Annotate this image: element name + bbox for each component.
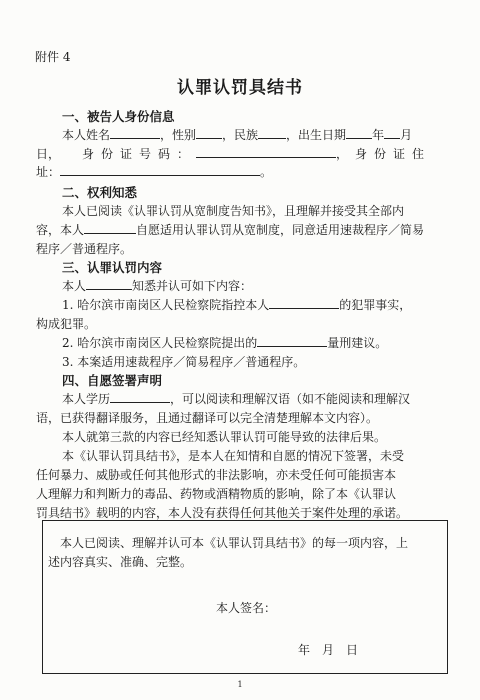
box-line-1: 本人已阅读、理解并认可本《认罪认罚具结书》的每一项内容，上 — [60, 536, 409, 550]
ethnicity-blank — [258, 127, 286, 139]
box-line-2: 述内容真实、准确、完整。 — [48, 555, 193, 569]
year-label: 年 — [372, 128, 385, 142]
gender-label: ，性别 — [160, 128, 197, 142]
rights-line-2-a: 容，本人 — [36, 223, 85, 237]
content-intro-b: 知悉并认可如下内容： — [132, 279, 253, 293]
content-item-3: 3. 本案适用速裁程序／简易程序／普通程序。 — [62, 355, 306, 369]
section-heading-identity: 一、被告人身份信息 — [62, 109, 175, 124]
content-intro — [62, 277, 252, 294]
month-label: 月 — [400, 128, 413, 142]
dob-year-blank — [346, 127, 372, 139]
name-label: 本人姓名 — [62, 128, 111, 142]
section-heading-content: 三、认罪认罚内容 — [62, 260, 163, 275]
rights-line-2-b: 自愿适用认罪认罚从宽制度，同意适用速裁程序／简易 — [136, 223, 425, 237]
identity-line-3 — [36, 163, 272, 180]
document-title: 认罪认罚具结书 — [177, 78, 303, 98]
declaration-line-6: 人理解力和判断力的毒品、药物或酒精物质的影响，除了本《认罪认 — [36, 487, 397, 501]
day-label: 日， — [36, 147, 61, 161]
ethnicity-label: ，民族 — [222, 128, 259, 142]
rights-blank — [84, 222, 136, 234]
signature-label: 本人签名： — [216, 601, 277, 615]
content-intro-blank — [86, 278, 132, 290]
signature-date: 年 月 日 — [298, 643, 359, 657]
content-item-2-b: 量刑建议。 — [327, 336, 388, 350]
rights-line-3: 程序／普通程序。 — [36, 242, 133, 256]
id-label: 身份证号码： — [82, 147, 197, 161]
declaration-line-1 — [62, 390, 410, 407]
rights-line-2 — [36, 221, 424, 238]
rights-line-1: 本人已阅读《认罪认罚从宽制度告知书》，且理解并接受其全部内 — [62, 204, 405, 218]
name-blank — [110, 127, 160, 139]
content-intro-a: 本人 — [62, 279, 87, 293]
content-item-1-b: 的犯罪事实， — [339, 298, 412, 312]
gender-blank — [196, 127, 222, 139]
page-number: 1 — [237, 680, 243, 689]
identity-line-1 — [62, 126, 412, 143]
identity-line-2 — [36, 145, 431, 162]
content-item-2-blank — [257, 335, 327, 347]
content-item-1 — [62, 296, 411, 313]
dob-month-blank — [384, 127, 400, 139]
dob-label: ，出生日期 — [286, 128, 347, 142]
section-heading-rights: 二、权利知悉 — [62, 185, 138, 200]
content-item-1-blank — [269, 297, 339, 309]
declaration-line-3: 本人就第三款的内容已经知悉认罪认罚可能导致的法律后果。 — [62, 430, 387, 444]
declaration-line-5: 任何暴力、威胁或任何其他形式的非法影响，亦未受任何可能损害本 — [36, 468, 397, 482]
residence-label: ，身份证住 — [336, 147, 432, 161]
attachment-label: 附件 4 — [35, 50, 71, 64]
content-item-2 — [62, 334, 387, 351]
address-period: 。 — [260, 165, 273, 179]
content-item-1-a: 1. 哈尔滨市南岗区人民检察院指控本人 — [62, 298, 270, 312]
section-heading-declaration: 四、自愿签署声明 — [62, 373, 163, 388]
address-blank — [60, 164, 260, 176]
education-blank — [110, 391, 170, 403]
declaration-line-7: 罚具结书》载明的内容，本人没有获得任何其他关于案件处理的承诺。 — [36, 506, 409, 520]
content-item-1-cont: 构成犯罪。 — [36, 317, 97, 331]
declaration-line-2: 语，已获得翻译服务，且通过翻译可以完全清楚理解本文内容）。 — [36, 411, 379, 425]
declaration-line-4: 本《认罪认罚具结书》，是本人在知情和自愿的情况下签署，未受 — [62, 449, 405, 463]
id-number-blank — [196, 146, 336, 158]
declaration-line-1-a: 本人学历 — [62, 392, 111, 406]
address-label: 址： — [36, 165, 61, 179]
declaration-line-1-b: ，可以阅读和理解汉语（如不能阅读和理解汉 — [170, 392, 411, 406]
content-item-2-a: 2. 哈尔滨市南岗区人民检察院提出的 — [62, 336, 258, 350]
